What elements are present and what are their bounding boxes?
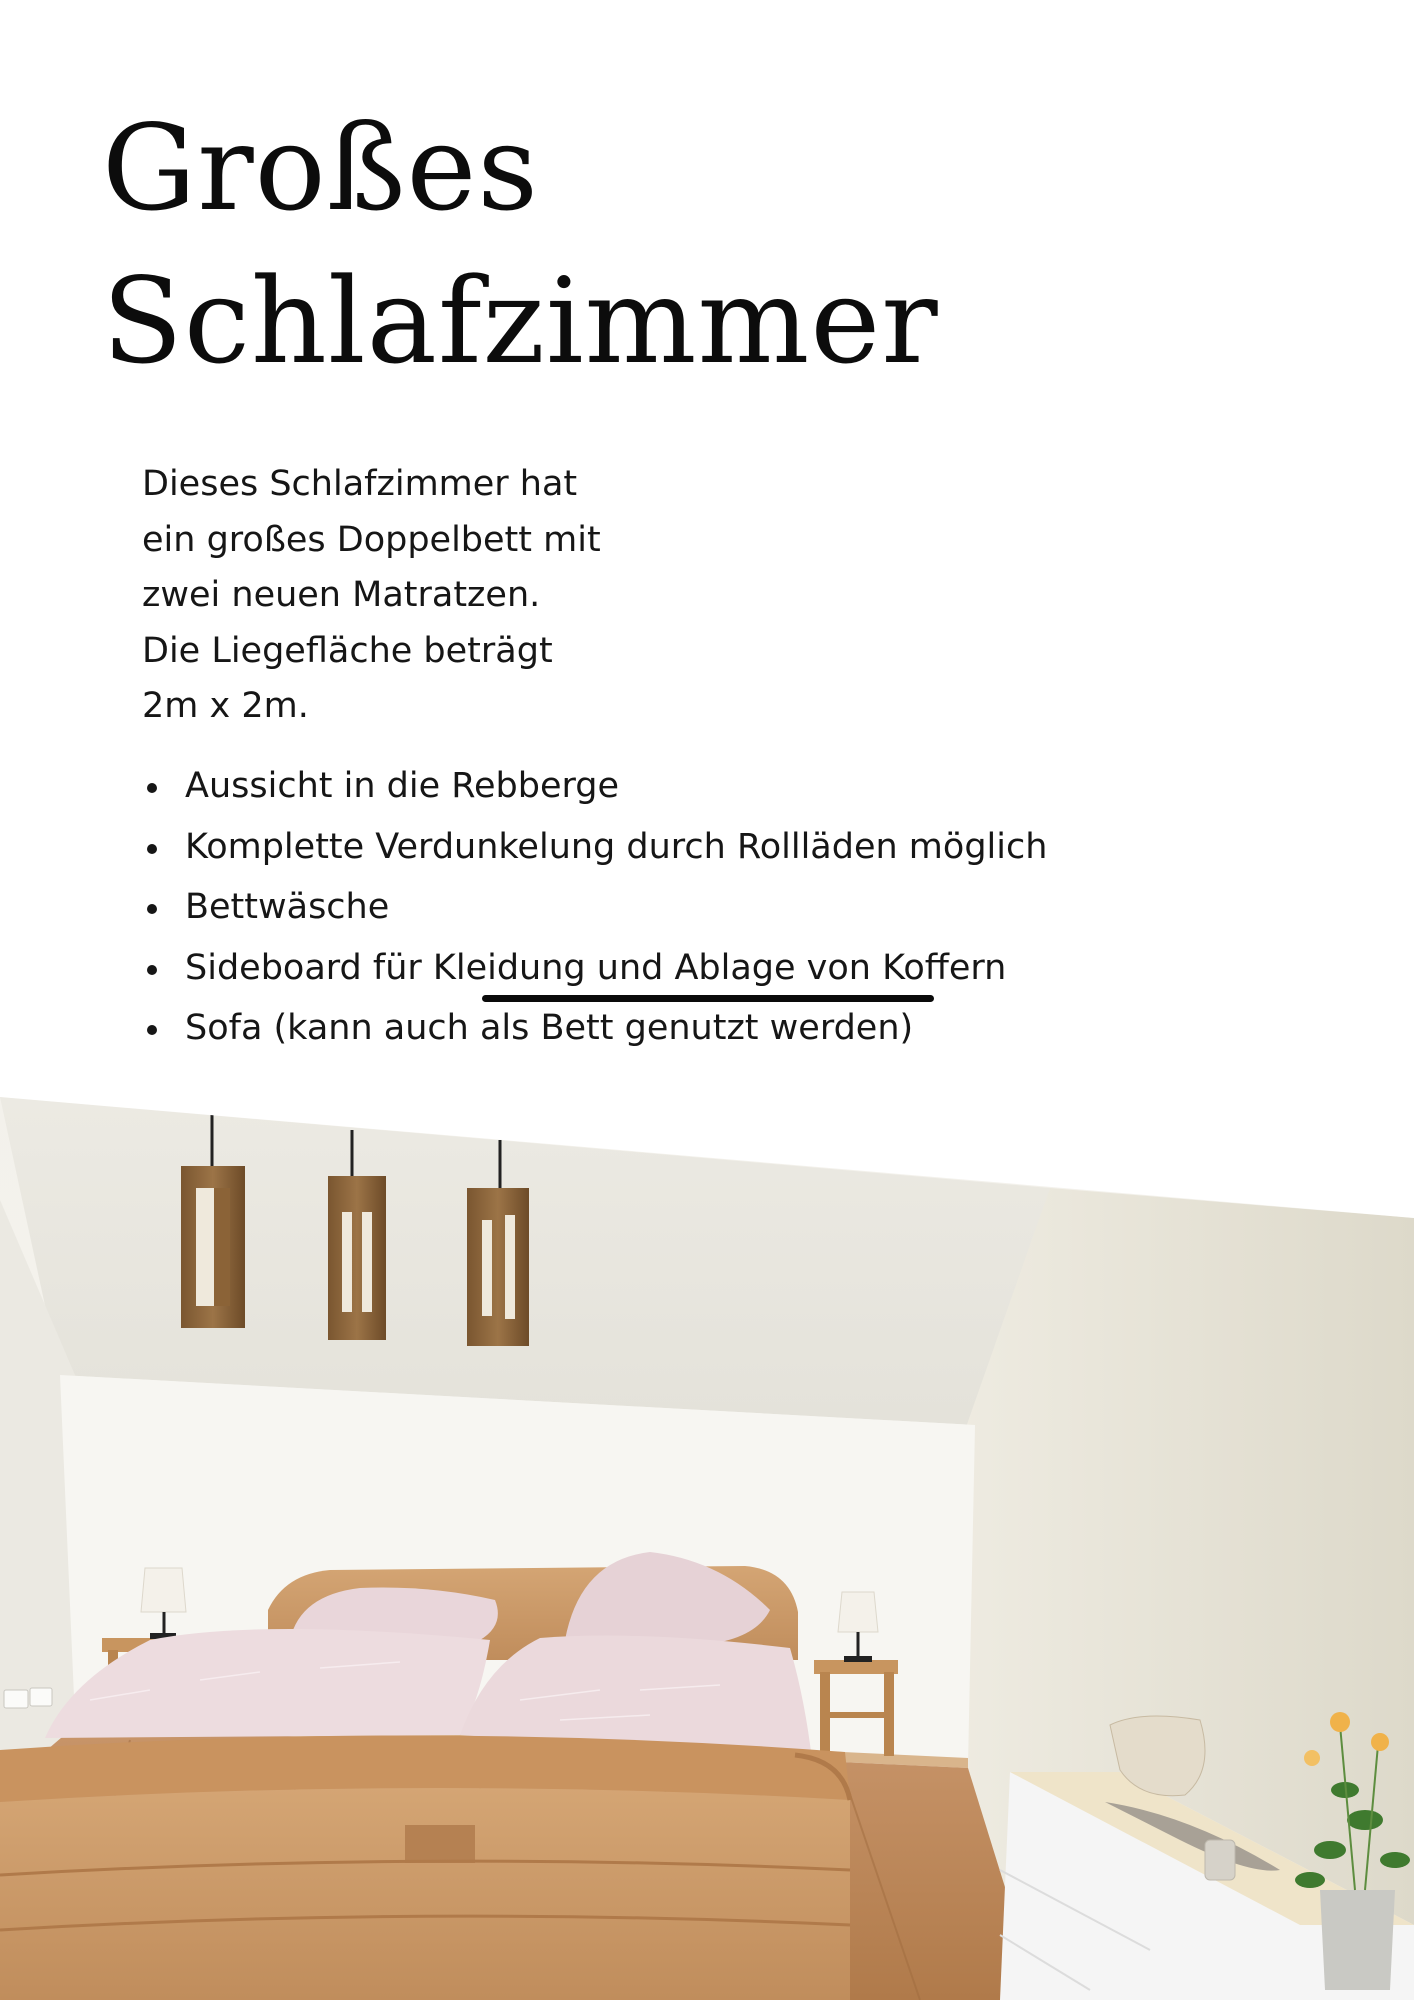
feature-item: Komplette Verdunkelung durch Rollläden möglich	[142, 817, 1047, 878]
title-line-2: Schlafzimmer	[102, 252, 939, 390]
intro-line: ein großes Doppelbett mit	[142, 519, 601, 560]
intro-line: zwei neuen Matratzen.	[142, 575, 541, 615]
intro-line: 2m x 2m.	[142, 686, 309, 726]
feature-item: Sofa (kann auch als Bett genutzt werden)	[142, 998, 1047, 1059]
feature-item: Aussicht in die Rebberge	[142, 756, 1047, 817]
intro-line: Die Liegefläche beträgt	[142, 630, 553, 671]
intro-line: Dieses Schlafzimmer hat	[142, 464, 578, 504]
feature-item: Sideboard für Kleidung und Ablage von Koffern	[142, 938, 1047, 999]
feature-item: Bettwäsche	[142, 877, 1047, 938]
title-line-1: Großes	[102, 99, 539, 237]
